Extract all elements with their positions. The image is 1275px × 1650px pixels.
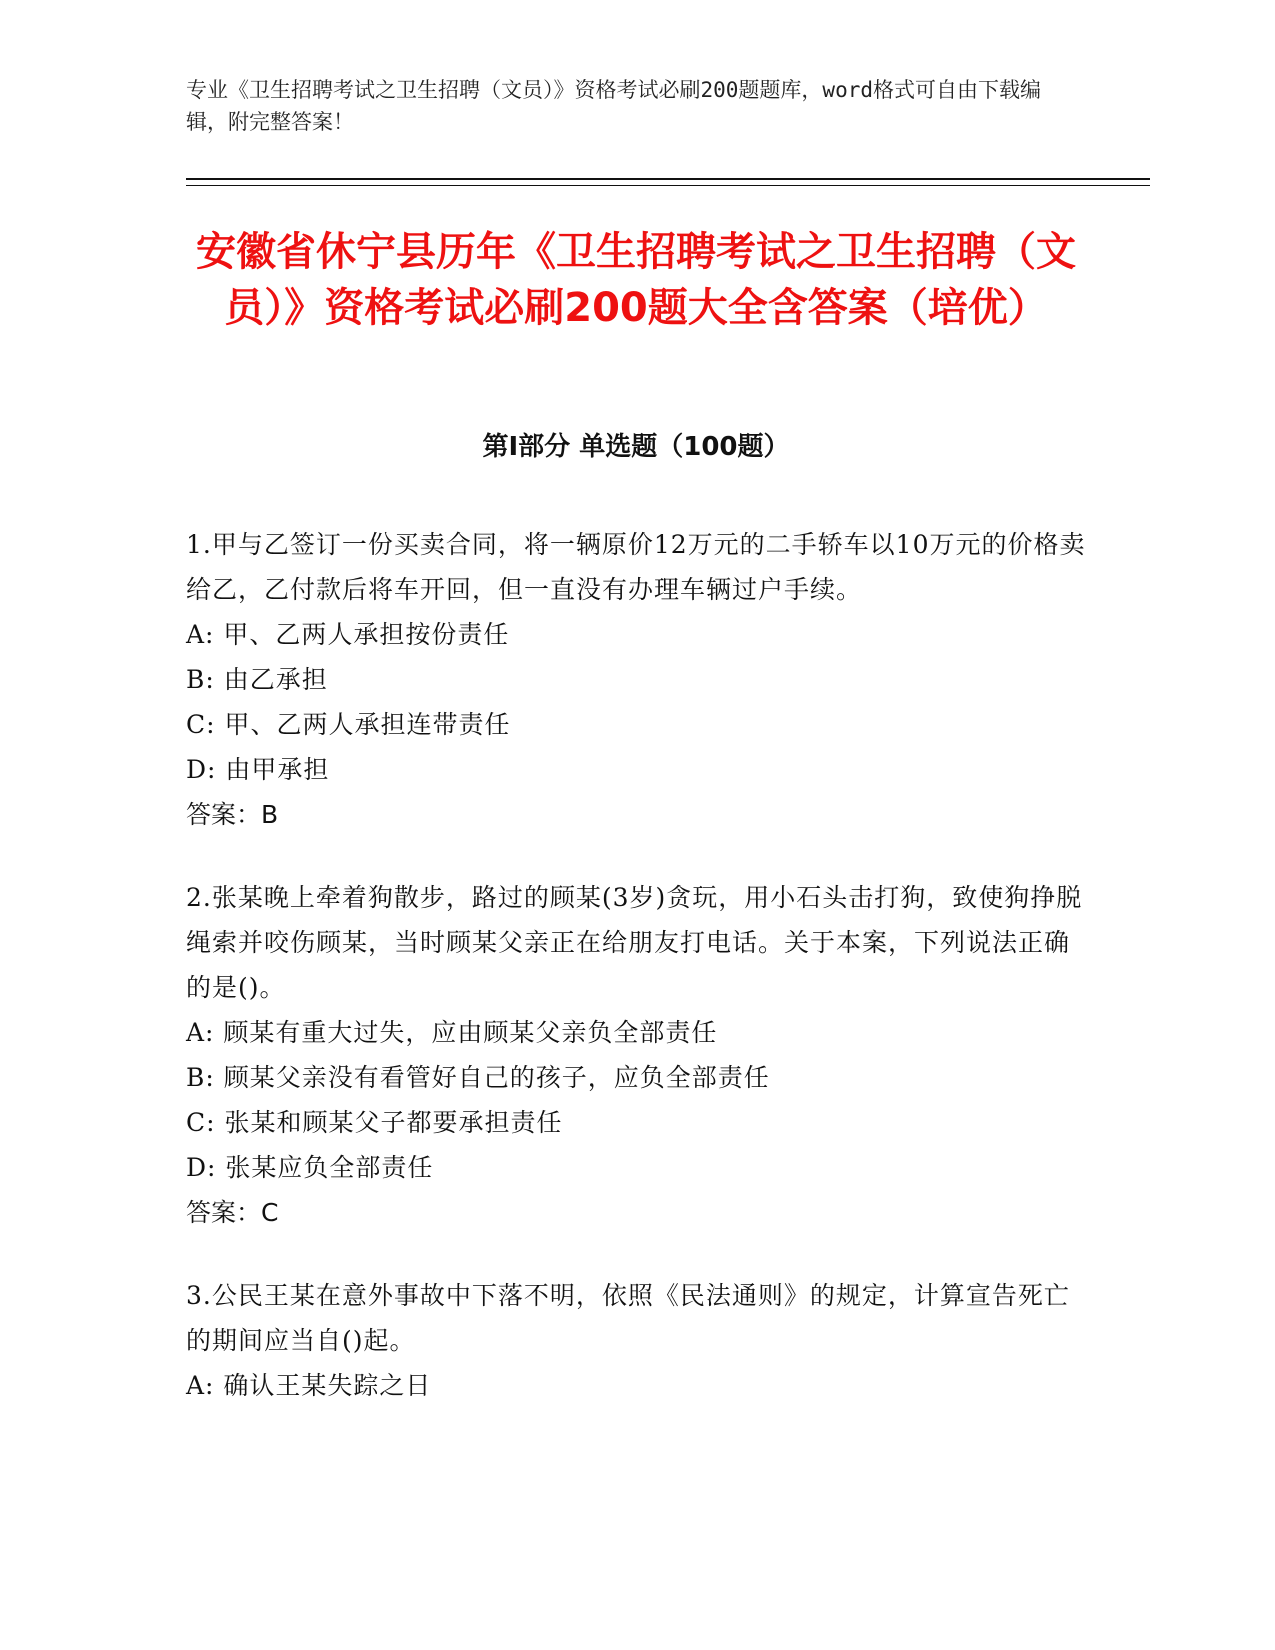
option-a: A: 顾某有重大过失，应由顾某父亲负全部责任: [186, 1018, 718, 1047]
question-stem: 3.公民王某在意外事故中下落不明，依照《民法通则》的规定，计算宣告死亡的期间应当自()起。: [186, 1281, 1070, 1355]
document-title: 安徽省休宁县历年《卫生招聘考试之卫生招聘（文员）》资格考试必刷200题大全含答案（培优）: [196, 229, 1076, 331]
option-d: D: 由甲承担: [186, 755, 330, 784]
question-2: [186, 875, 1086, 1235]
option-b: B: 由乙承担: [186, 665, 328, 694]
option-a: A: 甲、乙两人承担按份责任: [186, 620, 510, 649]
question-3: [186, 1273, 1086, 1408]
option-c: C: 甲、乙两人承担连带责任: [186, 710, 511, 739]
header-divider-thin: [186, 185, 1150, 186]
section-title: 第Ⅰ部分 单选题（100题）: [482, 432, 790, 462]
option-a: A: 确认王某失踪之日: [186, 1371, 432, 1400]
header-divider-thick: [186, 178, 1150, 180]
option-d: D: 张某应负全部责任: [186, 1153, 434, 1182]
header-note: 专业《卫生招聘考试之卫生招聘（文员）》资格考试必刷200题题库，word格式可自由下载编辑，附完整答案！: [186, 78, 1041, 134]
question-1: [186, 522, 1086, 837]
question-list: [186, 522, 1086, 1446]
question-stem: 1.甲与乙签订一份买卖合同，将一辆原价12万元的二手轿车以10万元的价格卖给乙，乙付款后将车开回，但一直没有办理车辆过户手续。: [186, 530, 1086, 604]
option-c: C: 张某和顾某父子都要承担责任: [186, 1108, 563, 1137]
answer-label: 答案：C: [186, 1198, 279, 1227]
answer-label: 答案：B: [186, 800, 279, 829]
option-b: B: 顾某父亲没有看管好自己的孩子，应负全部责任: [186, 1063, 770, 1092]
question-stem: 2.张某晚上牵着狗散步，路过的顾某(3岁)贪玩，用小石头击打狗，致使狗挣脱绳索并咬伤顾某，当时顾某父亲正在给朋友打电话。关于本案，下列说法正确的是()。: [186, 883, 1083, 1002]
